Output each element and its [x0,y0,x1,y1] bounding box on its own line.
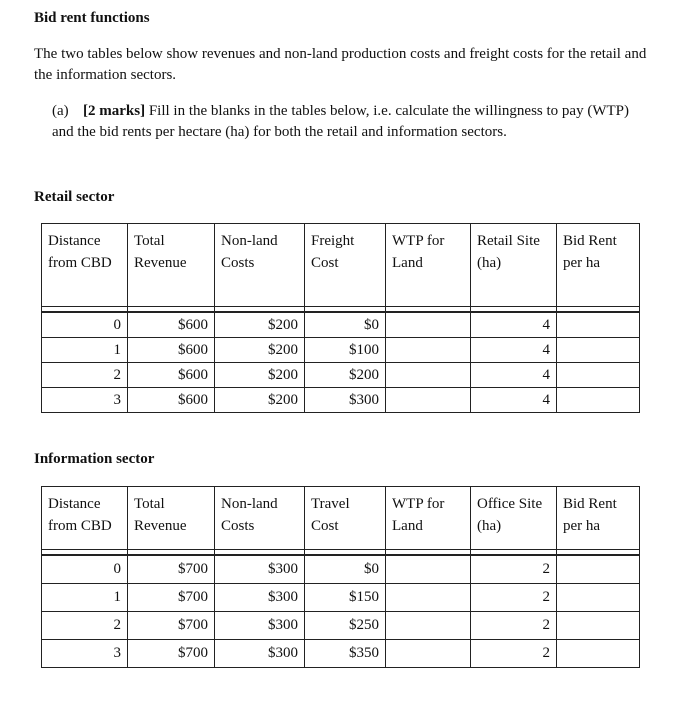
column-header-line: WTP for [392,233,445,249]
table-cell: $200 [215,388,305,413]
task-label: (a) [52,103,69,119]
column-header [128,224,215,307]
column-header-line: Travel [311,496,350,512]
table-cell: $300 [305,388,386,413]
blank-answer-cell[interactable] [386,338,471,363]
column-header [42,224,128,307]
column-header [557,487,640,550]
table-cell: 1 [42,584,128,612]
table-cell: $200 [215,338,305,363]
blank-answer-cell[interactable] [386,555,471,584]
column-header [42,487,128,550]
blank-answer-cell[interactable] [557,312,640,338]
table-cell: $300 [215,640,305,668]
column-header-line: Distance [48,496,101,512]
column-header [128,487,215,550]
table-cell: $250 [305,612,386,640]
table-cell: 2 [42,363,128,388]
table-row [42,612,640,640]
column-header-line: Total [134,233,165,249]
column-header-line: from CBD [48,255,112,271]
column-header [386,487,471,550]
blank-answer-cell[interactable] [557,640,640,668]
table-cell: 0 [42,312,128,338]
intro-paragraph: The two tables below show revenues and non-land production costs and freight costs for the retail and the information sectors. [34,46,647,83]
column-header-line: per ha [563,255,601,271]
blank-answer-cell[interactable] [557,338,640,363]
column-header-line: Bid Rent [563,233,617,249]
column-header [471,224,557,307]
column-header-line: Bid Rent [563,496,617,512]
table-row [42,584,640,612]
column-header-line: Total [134,496,165,512]
table-cell: $200 [305,363,386,388]
table-cell: $700 [128,584,215,612]
blank-answer-cell[interactable] [557,584,640,612]
column-header-line: Freight [311,233,355,249]
blank-answer-cell[interactable] [557,363,640,388]
table-cell: 3 [42,640,128,668]
table-cell: 3 [42,388,128,413]
column-header-line: Land [392,518,423,534]
column-header [215,224,305,307]
table-cell: 0 [42,555,128,584]
table-cell: $350 [305,640,386,668]
column-header-line: WTP for [392,496,445,512]
column-header [305,224,386,307]
table-header-row [42,224,640,307]
column-header-line: Office Site [477,496,543,512]
column-header-line: (ha) [477,518,502,534]
blank-answer-cell[interactable] [386,612,471,640]
blank-answer-cell[interactable] [386,312,471,338]
column-header-line: Revenue [134,255,187,271]
table-cell: $700 [128,555,215,584]
table-cell: 2 [471,584,557,612]
column-header [305,487,386,550]
information-table [41,486,640,668]
table-cell: $0 [305,312,386,338]
table-cell: 2 [42,612,128,640]
table-cell: 4 [471,388,557,413]
column-header [557,224,640,307]
column-header-line: Non-land [221,496,278,512]
blank-answer-cell[interactable] [386,584,471,612]
table-cell: $300 [215,612,305,640]
table-cell: $200 [215,312,305,338]
blank-answer-cell[interactable] [386,388,471,413]
table-cell: $700 [128,612,215,640]
column-header [386,224,471,307]
table-cell: $600 [128,363,215,388]
information-section-title: Information sector [34,451,155,467]
table-row [42,338,640,363]
table-row [42,388,640,413]
task-marks: [2 marks] [83,103,146,119]
table-row [42,640,640,668]
blank-answer-cell[interactable] [557,388,640,413]
table-cell: $600 [128,388,215,413]
table-cell: 2 [471,640,557,668]
column-header-line: Cost [311,255,339,271]
column-header-line: from CBD [48,518,112,534]
table-cell: $300 [215,555,305,584]
table-cell: $700 [128,640,215,668]
table-row [42,363,640,388]
table-cell: 4 [471,338,557,363]
table-cell: $300 [215,584,305,612]
blank-answer-cell[interactable] [557,555,640,584]
table-cell: $150 [305,584,386,612]
blank-answer-cell[interactable] [386,640,471,668]
column-header-line: Revenue [134,518,187,534]
column-header [471,487,557,550]
retail-section-title: Retail sector [34,189,115,205]
table-row [42,312,640,338]
column-header-line: Distance [48,233,101,249]
table-cell: 2 [471,555,557,584]
task-text: Fill in the blanks in the tables below, i.e. calculate the willingness to pay (WTP) and the bid rents per hectare (ha) for both the retail and information sectors. [52,103,629,140]
table-header-row [42,487,640,550]
table-cell: 4 [471,363,557,388]
retail-table [41,223,640,413]
column-header-line: (ha) [477,255,502,271]
table-cell: 2 [471,612,557,640]
column-header-line: Costs [221,518,255,534]
blank-answer-cell[interactable] [557,612,640,640]
table-cell: $0 [305,555,386,584]
column-header-line: Costs [221,255,255,271]
page-title: Bid rent functions [34,10,150,26]
column-header-line: Cost [311,518,339,534]
table-cell: $100 [305,338,386,363]
blank-answer-cell[interactable] [386,363,471,388]
column-header-line: Retail Site [477,233,540,249]
table-cell: $600 [128,338,215,363]
table-row [42,555,640,584]
task-a [52,101,652,143]
table-cell: 4 [471,312,557,338]
column-header-line: Non-land [221,233,278,249]
table-cell: $200 [215,363,305,388]
table-cell: $600 [128,312,215,338]
column-header-line: Land [392,255,423,271]
column-header-line: per ha [563,518,601,534]
table-cell: 1 [42,338,128,363]
column-header [215,487,305,550]
